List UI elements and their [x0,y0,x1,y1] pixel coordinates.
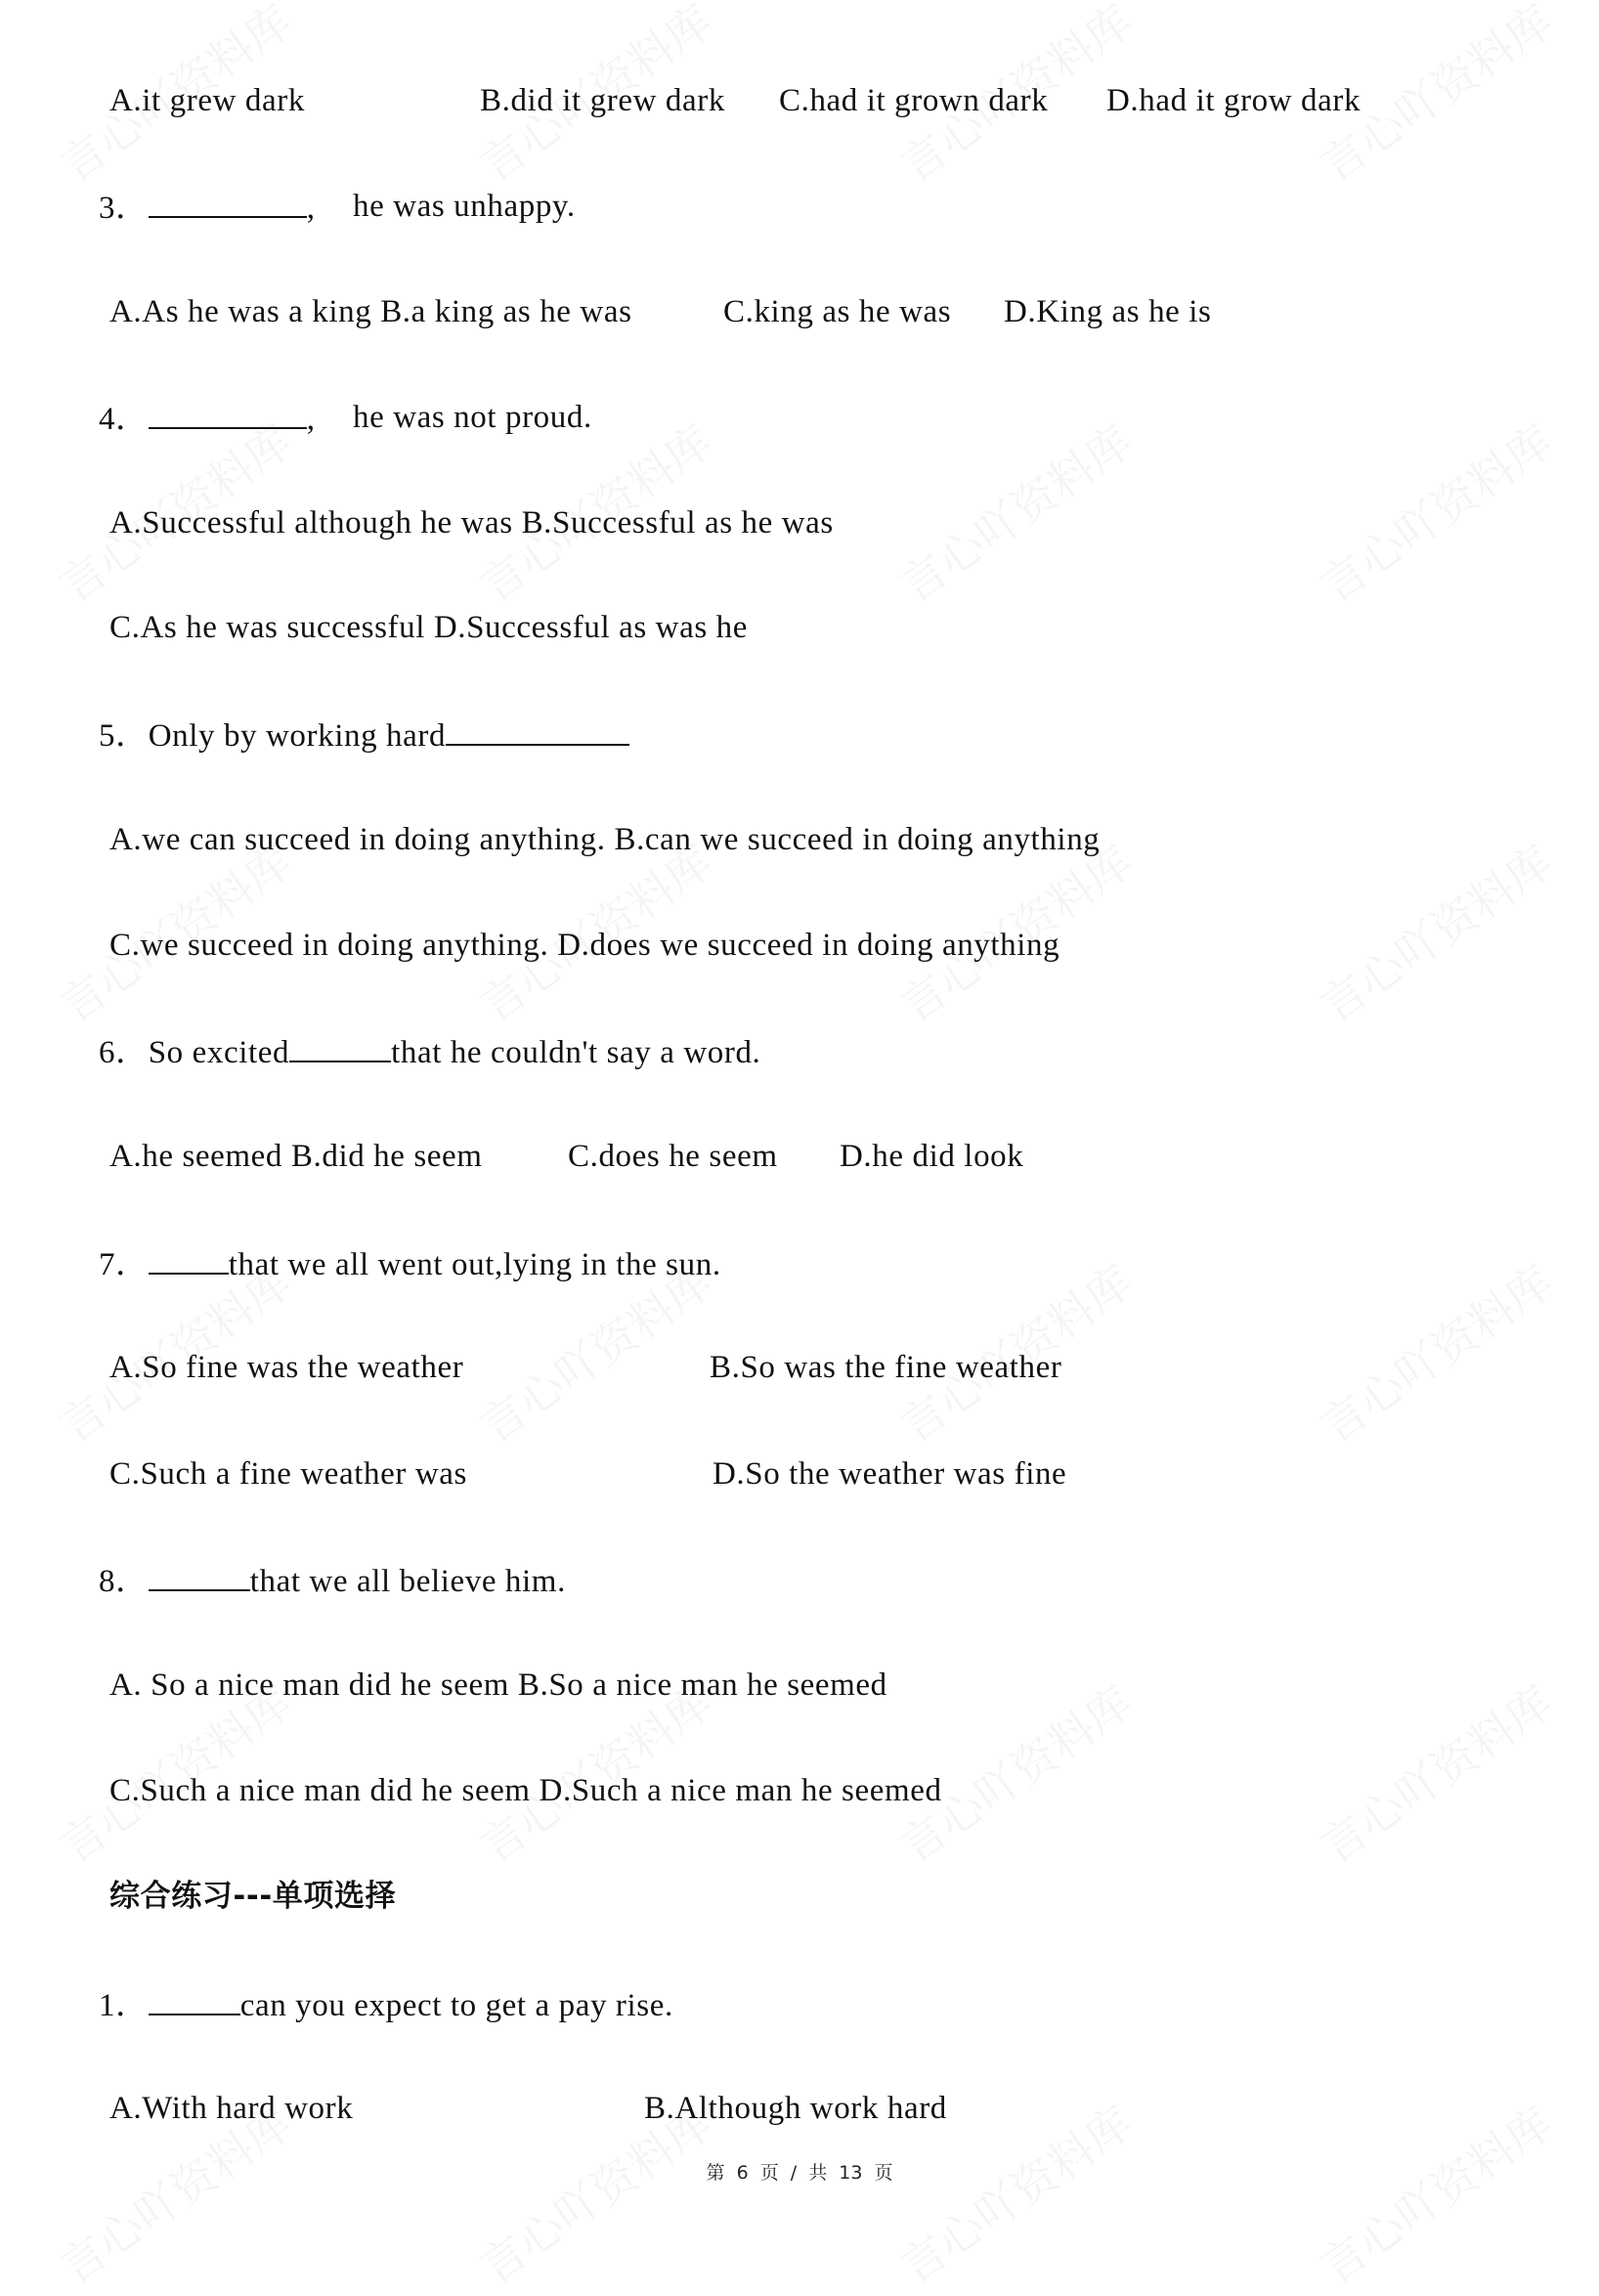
answer-blank [149,1560,250,1591]
q5-options-ab: A.we can succeed in doing anything. B.can we succeed in doing anything [109,822,1101,857]
watermark-text [886,408,1144,615]
q7-option-a: A.So fine was the weather [109,1350,464,1385]
section-question-1 [99,1984,673,2025]
q6-option-d: D.he did look [840,1139,1024,1174]
q2-option-c: C.had it grown dark [779,83,1049,118]
comma: , [306,402,316,437]
q8-options-cd: C.Such a nice man did he seem D.Such a nice man he seemed [109,1773,942,1808]
q5-options-cd: C.we succeed in doing anything. D.does we succeed in doing anything [109,928,1060,963]
question-3 [99,187,576,228]
q7-option-d: D.So the weather was fine [713,1456,1067,1492]
question-4 [99,398,592,439]
question-number: 8． [99,1564,149,1599]
question-stem: he was not proud. [353,400,592,435]
question-8 [99,1560,566,1601]
answer-blank [149,187,307,218]
q6-option-c: C.does he seem [568,1139,778,1174]
question-stem: he was unhappy. [353,189,576,224]
question-number: 1． [99,1988,149,2023]
question-stem-end: that he couldn't say a word. [391,1035,761,1070]
q6-options-ab: A.he seemed B.did he seem [109,1139,483,1174]
question-7 [99,1243,721,1284]
watermark-text [1306,408,1564,615]
q7-option-b: B.So was the fine weather [710,1350,1062,1385]
answer-blank [446,715,629,746]
q4-options-cd: C.As he was successful D.Successful as was he [109,610,748,645]
question-stem: that we all went out,lying in the sun. [228,1247,721,1282]
answer-blank [149,1984,240,2015]
q3-option-d: D.King as he is [1004,294,1212,329]
q7-option-c: C.Such a fine weather was [109,1456,467,1492]
s1-option-a: A.With hard work [109,2091,354,2126]
q2-option-a: A.it grew dark [109,83,305,118]
question-stem: Only by working hard [148,718,447,754]
watermark-text [1306,2089,1564,2296]
answer-blank [149,1243,229,1275]
answer-blank [149,398,307,429]
question-6 [99,1031,760,1072]
q4-options-ab: A.Successful although he was B.Successful as he was [109,505,834,541]
q2-option-b: B.did it grew dark [480,83,725,118]
s1-option-b: B.Although work hard [644,2091,947,2126]
q8-options-ab: A. So a nice man did he seem B.So a nice man he seemed [109,1668,887,1703]
q3-option-c: C.king as he was [723,294,952,329]
q3-options-ab: A.As he was a king B.a king as he was [109,294,632,329]
q2-option-d: D.had it grow dark [1106,83,1361,118]
question-5 [99,715,629,756]
section-heading: 综合练习---单项选择 [109,1879,397,1914]
question-number: 3． [99,191,149,226]
question-number: 5． [99,718,149,754]
question-stem-start: So excited [148,1035,290,1070]
comma: , [306,191,316,226]
watermark-text [1306,1668,1564,1876]
answer-blank [289,1031,391,1062]
question-number: 7． [99,1247,149,1282]
watermark-text [1306,828,1564,1035]
question-number: 4． [99,402,149,437]
question-stem: can you expect to get a pay rise. [239,1988,673,2023]
question-number: 6． [99,1035,149,1070]
question-stem: that we all believe him. [249,1564,566,1599]
watermark-text [1306,1248,1564,1455]
page-footer: 第 6 页 / 共 13 页 [706,2162,893,2184]
